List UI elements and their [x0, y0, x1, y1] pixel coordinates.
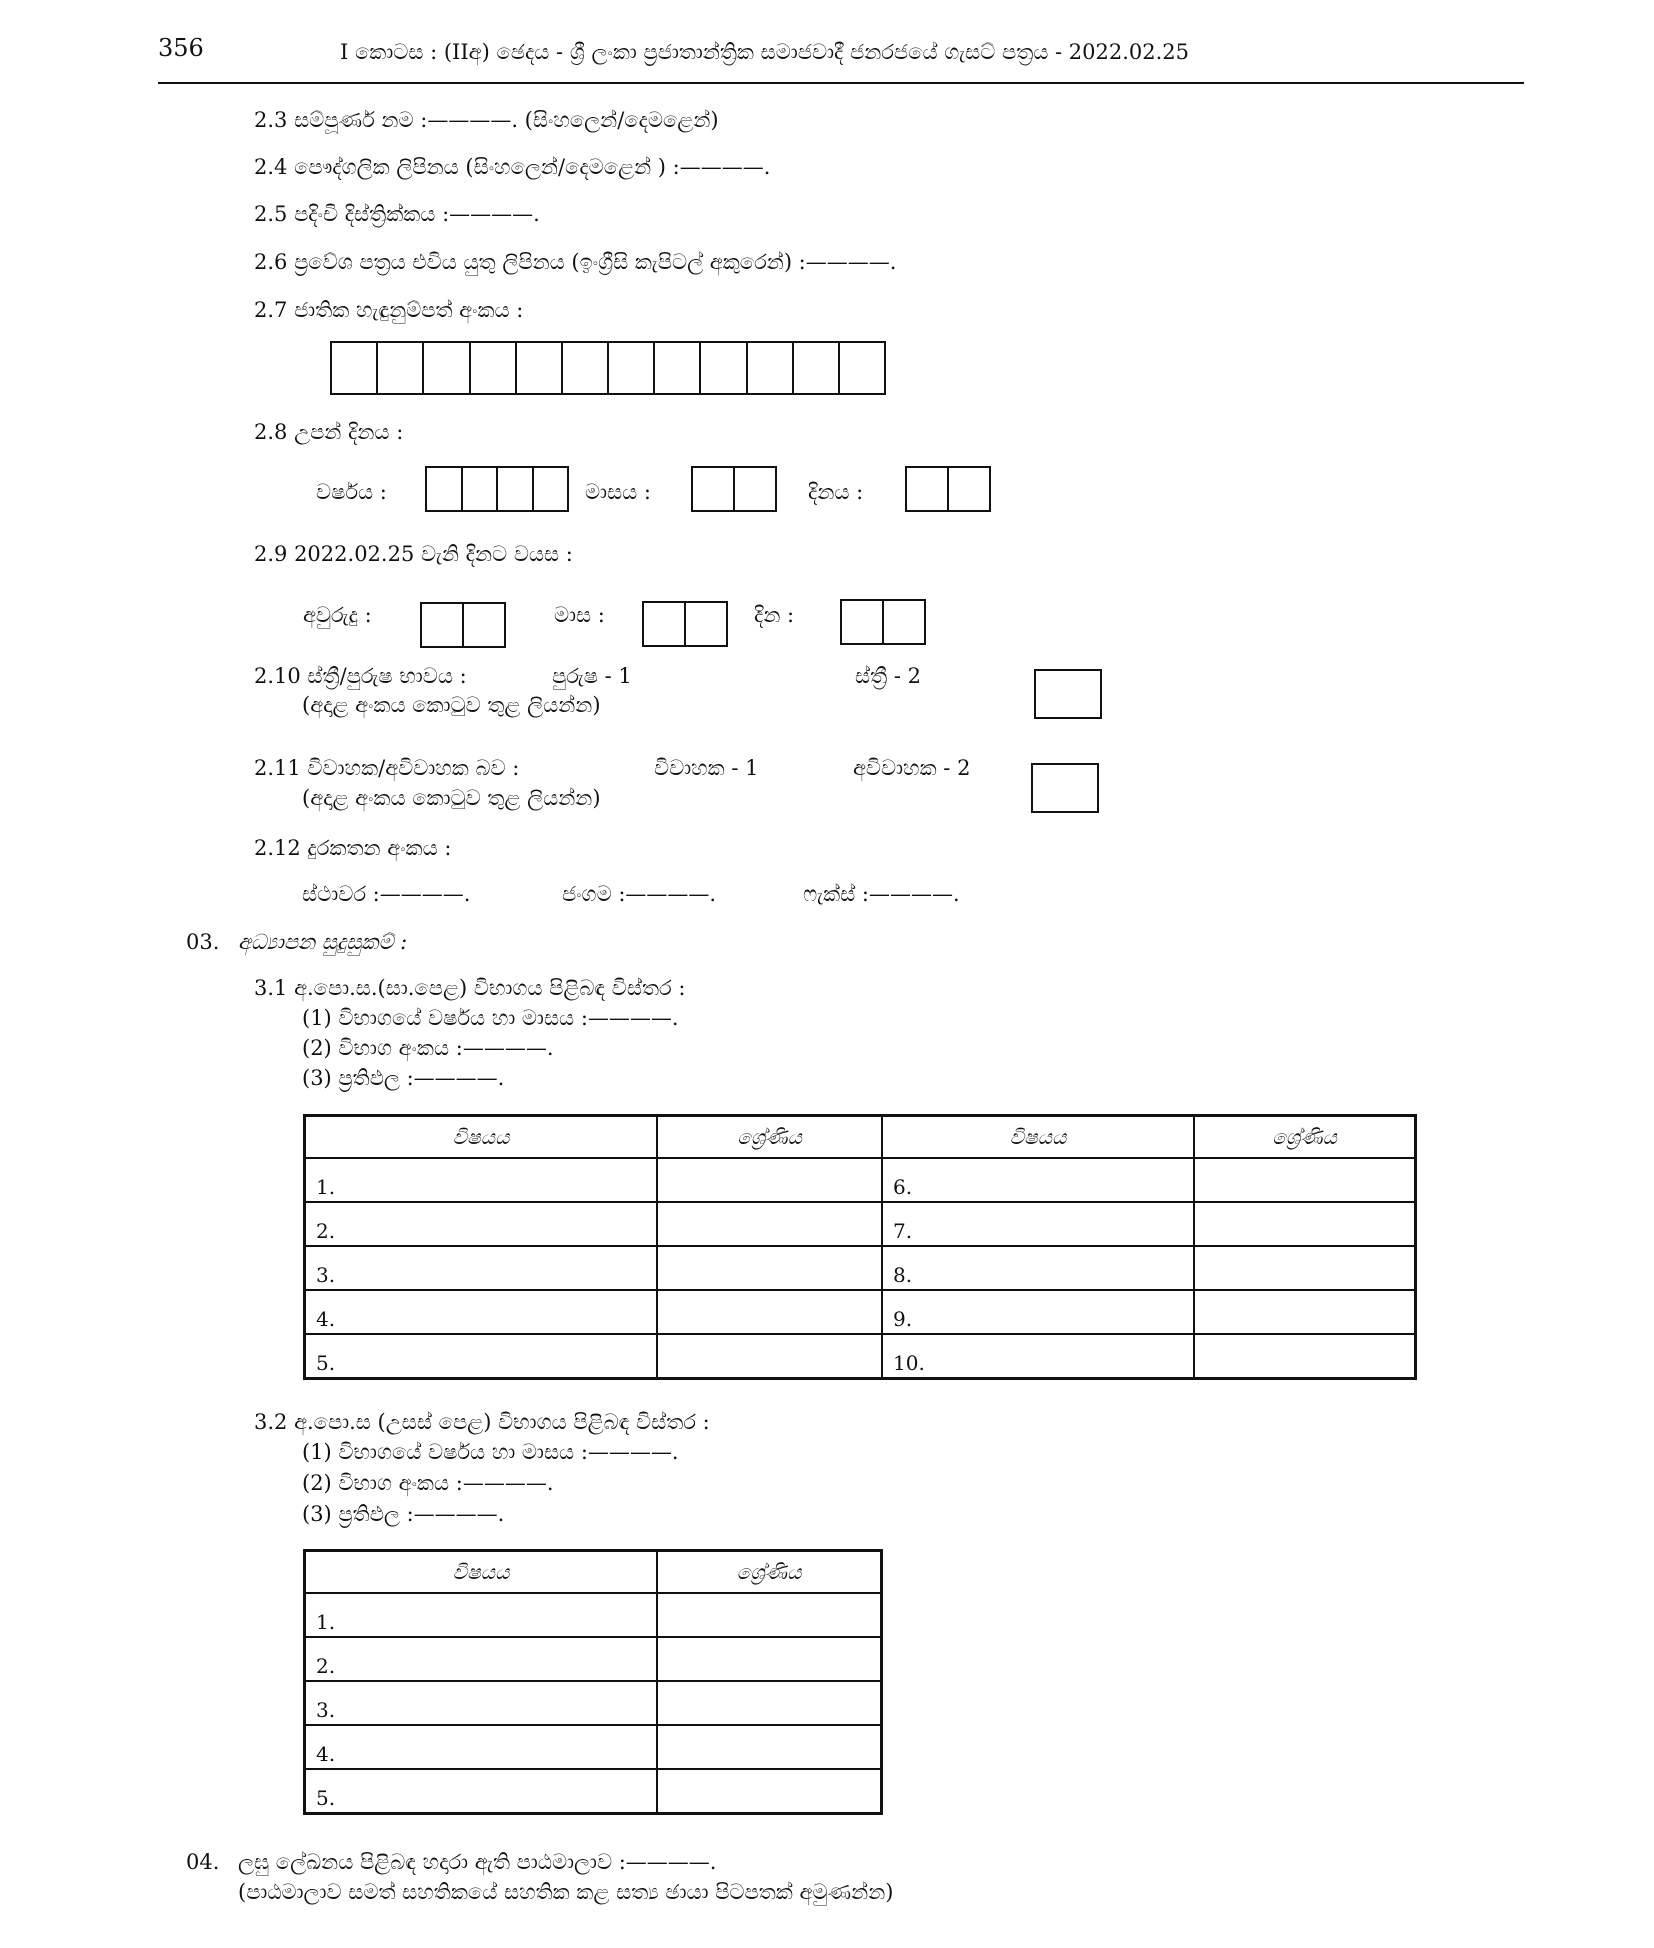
phone-mobile: ජංගම :————. [562, 882, 717, 906]
item-3-1-results: (3) ප්‍රතිඵල :————. [302, 1066, 505, 1090]
phone-fax: ෆැක්ස් :————. [803, 882, 960, 906]
grade-cell[interactable] [657, 1246, 882, 1290]
row-number-cell: 5. [305, 1769, 658, 1814]
item-3-2-title: 3.2 අ.පො.ස (උසස් පෙළ) විභාගය පිළිබඳ විස්තර : [254, 1410, 710, 1434]
grade-cell[interactable] [1194, 1158, 1416, 1202]
table-header-cell: විෂයය [882, 1116, 1194, 1159]
header-rule [158, 82, 1524, 84]
age-days-label: දින : [754, 603, 795, 627]
age-years-boxes[interactable] [420, 602, 506, 648]
table-row [305, 1290, 1416, 1334]
gender-female-option: ස්ත්‍රී - 2 [855, 664, 921, 688]
row-number-cell: 6. [882, 1158, 1194, 1202]
age-months-label: මාස : [554, 603, 605, 627]
grade-cell[interactable] [1194, 1290, 1416, 1334]
item-2-11-marital-label: 2.11 විවාහක/අවිවාහක බව : [254, 756, 520, 780]
item-3-1-year-month: (1) විභාගයේ වර්ෂය හා මාසය :————. [302, 1006, 679, 1030]
table-row [305, 1593, 882, 1637]
grade-cell[interactable] [657, 1334, 882, 1379]
item-2-10-gender-label: 2.10 ස්ත්‍රී/පුරුෂ භාවය : [254, 664, 467, 688]
item-2-3-full-name: 2.3 සම්පූර්ණ නම :————. (සිංහලෙන්/දෙමළෙන්) [254, 108, 719, 132]
grade-cell[interactable] [1194, 1334, 1416, 1379]
table-row [305, 1637, 882, 1681]
grade-cell[interactable] [1194, 1246, 1416, 1290]
table-header-cell: විෂයය [305, 1551, 658, 1594]
item-3-1-title: 3.1 අ.පො.ස.(සා.පෙළ) විභාගය පිළිබඳ විස්තර : [254, 976, 686, 1000]
table-header-cell: ශ්‍රේණිය [1194, 1116, 1416, 1159]
grade-cell[interactable] [657, 1681, 882, 1725]
grade-cell[interactable] [657, 1769, 882, 1814]
phone-fixed: ස්ථාවර :————. [302, 882, 471, 906]
marital-note: (අදාළ අංකය කොටුව තුළ ලියන්න) [302, 786, 601, 810]
table-row [305, 1202, 1416, 1246]
grade-cell[interactable] [657, 1593, 882, 1637]
gender-box[interactable] [1034, 669, 1102, 719]
section-4-note: (පාඨමාලාව සමත් සහතිකයේ සහතික කළ සත්‍ය ඡායා පිටපතක් අමුණන්න) [238, 1880, 894, 1904]
table-header-cell: ශ්‍රේණිය [657, 1551, 882, 1594]
dob-month-label: මාසය : [585, 480, 651, 504]
grade-cell[interactable] [657, 1202, 882, 1246]
row-number-cell: 2. [305, 1202, 658, 1246]
row-number-cell: 9. [882, 1290, 1194, 1334]
row-number-cell: 5. [305, 1334, 658, 1379]
row-number-cell: 1. [305, 1158, 658, 1202]
gazette-header-title: I කොටස : (IIඅ) ඡෙදය - ශ්‍රී ලංකා ප්‍රජාතාන්ත්‍රික සමාජවාදී ජනරජයේ ගැසට් පත්‍රය - 2022.02.25 [340, 40, 1190, 64]
table-row [305, 1769, 882, 1814]
table-header-row [305, 1551, 882, 1594]
table-row [305, 1246, 1416, 1290]
row-number-cell: 2. [305, 1637, 658, 1681]
age-years-label: අවුරුදු : [303, 603, 372, 627]
item-3-1-exam-number: (2) විභාග අංකය :————. [302, 1036, 554, 1060]
table-row [305, 1725, 882, 1769]
dob-year-boxes[interactable] [425, 466, 569, 512]
section-3-number: 03. [186, 930, 220, 954]
row-number-cell: 3. [305, 1681, 658, 1725]
grade-cell[interactable] [657, 1158, 882, 1202]
dob-day-label: දිනය : [808, 480, 864, 504]
section-4-text: ලඝු ලේඛනය පිළිබඳ හදාරා ඇති පාඨමාලාව :————. [238, 1850, 717, 1874]
row-number-cell: 8. [882, 1246, 1194, 1290]
dob-year-label: වර්ෂය : [316, 480, 387, 504]
table-header-cell: ශ්‍රේණිය [657, 1116, 882, 1159]
grade-cell[interactable] [657, 1290, 882, 1334]
item-2-12-phone-label: 2.12 දුරකතන අංකය : [254, 836, 452, 860]
al-results-table [303, 1549, 883, 1815]
section-3-title: අධ්‍යාපන සුදුසුකම් : [238, 930, 408, 954]
row-number-cell: 4. [305, 1290, 658, 1334]
marital-married-option: විවාහක - 1 [654, 756, 759, 780]
marital-unmarried-option: අවිවාහක - 2 [853, 756, 971, 780]
gender-male-option: පුරුෂ - 1 [552, 664, 632, 688]
item-3-2-results: (3) ප්‍රතිඵල :————. [302, 1502, 505, 1526]
row-number-cell: 10. [882, 1334, 1194, 1379]
item-2-6-admission-address: 2.6 ප්‍රවේශ පත්‍රය එවිය යුතු ලිපිනය (ඉංග්‍රීසි කැපිටල් අකුරෙන්) :————. [254, 250, 897, 274]
gender-note: (අදාළ අංකය කොටුව තුළ ලියන්න) [302, 693, 601, 717]
age-months-boxes[interactable] [642, 601, 728, 647]
table-header-row [305, 1116, 1416, 1159]
item-3-2-exam-number: (2) විභාග අංකය :————. [302, 1471, 554, 1495]
dob-month-boxes[interactable] [691, 466, 777, 512]
age-days-boxes[interactable] [840, 599, 926, 645]
item-2-5-district: 2.5 පදිංචි දිස්ත්‍රික්කය :————. [254, 202, 540, 226]
row-number-cell: 7. [882, 1202, 1194, 1246]
nic-number-boxes[interactable] [330, 341, 886, 395]
section-4-number: 04. [186, 1850, 220, 1874]
grade-cell[interactable] [657, 1637, 882, 1681]
item-3-2-year-month: (1) විභාගයේ වර්ෂය හා මාසය :————. [302, 1440, 679, 1464]
item-2-7-nic-label: 2.7 ජාතික හැඳුනුම්පත් අංකය : [254, 298, 524, 322]
grade-cell[interactable] [1194, 1202, 1416, 1246]
table-row [305, 1334, 1416, 1379]
page-number: 356 [158, 34, 204, 62]
table-row [305, 1158, 1416, 1202]
item-2-9-age-label: 2.9 2022.02.25 වැනි දිනට වයස : [254, 542, 573, 566]
item-2-4-personal-address: 2.4 පෞද්ගලික ලිපිනය (සිංහලෙන්/දෙමළෙන් ) :————. [254, 155, 771, 179]
row-number-cell: 4. [305, 1725, 658, 1769]
ol-results-table [303, 1114, 1417, 1380]
table-row [305, 1681, 882, 1725]
table-header-cell: විෂයය [305, 1116, 658, 1159]
item-2-8-dob-label: 2.8 උපන් දිනය : [254, 420, 404, 444]
marital-box[interactable] [1031, 763, 1099, 813]
row-number-cell: 3. [305, 1246, 658, 1290]
row-number-cell: 1. [305, 1593, 658, 1637]
dob-day-boxes[interactable] [905, 466, 991, 512]
grade-cell[interactable] [657, 1725, 882, 1769]
